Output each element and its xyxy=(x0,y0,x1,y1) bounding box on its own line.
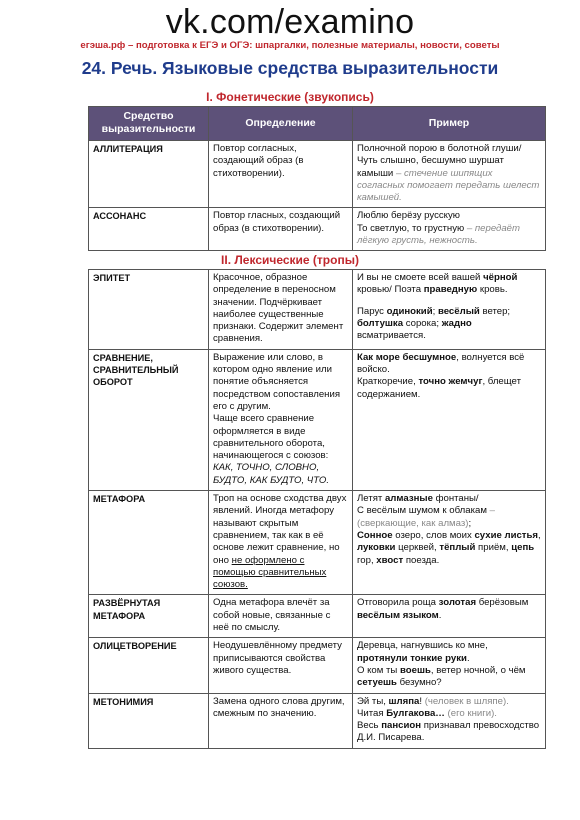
example-text: Чуть слышно, бесшумно шуршат камыши xyxy=(357,155,504,179)
example-cell xyxy=(353,693,546,748)
example-cell xyxy=(353,595,546,638)
table-row xyxy=(89,638,546,693)
example-line: Как море бесшумное, волнуется всё войско. xyxy=(357,351,525,376)
definition-cell: Неодушевлённому предмету приписываются свойства живого существа. xyxy=(209,638,353,693)
section-heading-lexical: II. Лексические (тропы) xyxy=(221,253,359,267)
definition-cell xyxy=(209,349,353,490)
example-cell xyxy=(353,638,546,693)
definition-cell: Одна метафора влечёт за собой новые, связанные с неё по смыслу. xyxy=(209,595,353,638)
table-row xyxy=(89,208,546,251)
term-cell: АССОНАНС xyxy=(89,208,209,251)
column-header-definition: Определение xyxy=(209,107,353,141)
term-cell: МЕТОНИМИЯ xyxy=(89,693,209,748)
table-row xyxy=(89,270,546,350)
definition-cell: Повтор согласных, создающий образ (в стихотворении). xyxy=(209,141,353,208)
example-note: – стечение шипящих согласных помогает передать шелест камышей. xyxy=(357,167,540,204)
definition-cell: Красочное, образное определение в переносном значении. Подчёркивает наиболее существенные признаки. Содержит элемент сравнения. xyxy=(209,270,353,350)
definition-text: Чаще всего сравнение оформляется в виде сравнительного оборота, начинающегося с союзов: xyxy=(213,413,329,462)
page-title: 24. Речь. Языковые средства выразительности xyxy=(81,58,499,78)
example-line: Эй ты, шляпа! (человек в шляпе). xyxy=(357,695,509,707)
column-header-example: Пример xyxy=(353,107,546,141)
definition-cell: Троп на основе сходства двух явлений. Иногда метафору называют скрытым сравнением, так как в её основе лежит сравнение, но оно не оформлено с помощью сравнительных союзов. xyxy=(209,491,353,595)
example-line: Весь пансион признавал превосходство Д.И. Писарева. xyxy=(357,720,540,744)
phonetic-table xyxy=(88,106,546,251)
example-line xyxy=(357,223,541,248)
example-line: Отговорила роща золотая берёзовым весёлым языком. xyxy=(357,597,529,621)
tagline: егэша.рф – подготовка к ЕГЭ и ОГЭ: шпаргалки, полезные материалы, новости, советы xyxy=(80,40,500,51)
example-cell xyxy=(353,491,546,595)
definition-conjunctions: КАК, ТОЧНО, СЛОВНО, БУДТО, КАК БУДТО, ЧТО. xyxy=(213,462,330,486)
example-line: Деревца, нагнувшись ко мне, протянули тонкие руки. xyxy=(357,640,488,664)
example-cell xyxy=(353,349,546,490)
example-text: То светлую, то грустную xyxy=(357,222,465,234)
table-row xyxy=(89,141,546,208)
example-line: Полночной порою в болотной глуши/ xyxy=(357,143,522,154)
term-cell: РАЗВЁРНУТАЯ МЕТАФОРА xyxy=(89,595,209,638)
table-row xyxy=(89,349,546,490)
term-cell: АЛЛИТЕРАЦИЯ xyxy=(89,141,209,208)
lexical-table xyxy=(88,269,546,749)
column-header-device: Средство выразительности xyxy=(89,107,209,141)
example-note: – передаёт лёгкую грусть, нежность. xyxy=(357,222,521,247)
table-row xyxy=(89,595,546,638)
example-line: Люблю берёзу русскую xyxy=(357,210,460,222)
example-cell xyxy=(353,141,546,208)
example-line: И вы не смоете всей вашей чёрной кровью/ Поэта праведную кровь. xyxy=(357,272,518,296)
term-cell: ЭПИТЕТ xyxy=(89,270,209,350)
definition-cell: Повтор гласных, создающий образ (в стихотворении). xyxy=(209,208,353,251)
example-line: Летят алмазные фонтаны/ xyxy=(357,493,479,505)
example-line: Читая Булгакова… (его книги). xyxy=(357,707,497,719)
term-cell: МЕТАФОРА xyxy=(89,491,209,595)
term-cell: ОЛИЦЕТВОРЕНИЕ xyxy=(89,638,209,693)
section-heading-phonetic: I. Фонетические (звукопись) xyxy=(206,90,374,104)
example-cell xyxy=(353,270,546,350)
definition-cell: Замена одного слова другим, смежным по значению. xyxy=(209,693,353,748)
table-row xyxy=(89,693,546,748)
example-line: Парус одинокий; весёлый ветер; болтушка сорока; жадно всматривается. xyxy=(357,305,511,342)
example-line: С весёлым шумом к облакам – (сверкающие, как алмаз); xyxy=(357,505,495,529)
table-header-row xyxy=(89,107,546,141)
site-title: vk.com/examino xyxy=(165,3,415,41)
definition-text: Выражение или слово, в котором одно явление или понятие объясняется посредством сопоставления его с другим. xyxy=(213,351,341,412)
example-line xyxy=(357,155,541,204)
example-line: Сонное озеро, слов моих сухие листья, луковки церквей, тёплый приём, цепь гор, хвост поезда. xyxy=(357,529,541,566)
term-cell: СРАВНЕНИЕ, СРАВНИТЕЛЬНЫЙ ОБОРОТ xyxy=(89,349,209,490)
example-line: Краткоречие, точно жемчуг, блещет содержанием. xyxy=(357,376,521,400)
table-row xyxy=(89,491,546,595)
example-line: О ком ты воешь, ветер ночной, о чём сетуешь безумно? xyxy=(357,664,526,689)
example-cell xyxy=(353,208,546,251)
